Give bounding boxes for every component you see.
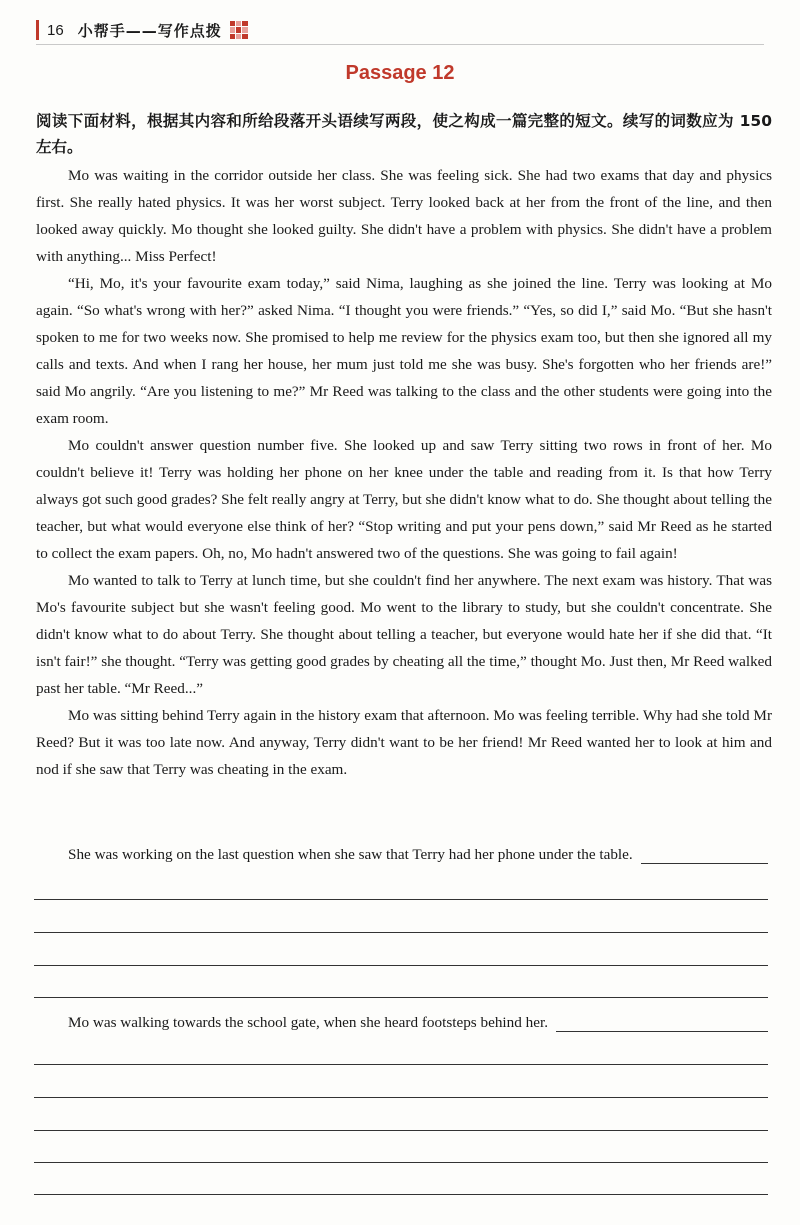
- writing-line[interactable]: [34, 1064, 768, 1065]
- story-body: [36, 162, 772, 783]
- writing-line[interactable]: [641, 849, 768, 864]
- passage-title: Passage 12: [345, 62, 455, 84]
- section-title: 小帮手——写作点拨: [77, 21, 222, 40]
- writing-line[interactable]: [34, 1097, 768, 1098]
- grid-logo-icon: [230, 21, 248, 39]
- story-paragraph: “Hi, Mo, it's your favourite exam today,” said Nima, laughing as she joined the line. Terry was looking at Mo again. “So what's wrong with her?” asked Nima. “I thought you were friends.” “Yes, so did I,” said Mo. “But she hasn't spoken to me for two weeks now. She promised to help me review for the physics exam too, but then she ignored all my calls and texts. And when I rang her house, her mum just told me she was busy. She's forgotten who her friends are!” said Mo angrily. “Are you listening to me?” Mr Reed was talking to the class and the other students were going into the exam room.: [36, 275, 772, 427]
- writing-line[interactable]: [34, 1194, 768, 1195]
- writing-line[interactable]: [34, 1130, 768, 1131]
- writing-line[interactable]: [34, 1162, 768, 1163]
- writing-line[interactable]: [34, 965, 768, 966]
- story-paragraph: Mo wanted to talk to Terry at lunch time, but she couldn't find her anywhere. The next exam was history. That was Mo's favourite subject but she wasn't feeling good. Mo went to the library to study, but she couldn't concentrate. She didn't know what to do about Terry. She thought about telling a teacher, but everyone would hate her if she did that. “It isn't fair!” she thought. “Terry was getting good grades by cheating all the time,” thought Mo. Just then, Mr Reed walked past her table. “Mr Reed...”: [36, 572, 772, 697]
- story-paragraph: Mo was sitting behind Terry again in the history exam that afternoon. Mo was feeling terrible. Why had she told Mr Reed? But it was too late now. And anyway, Terry didn't want to be her friend! Mr Reed wanted her to look at him and nod if she saw that Terry was cheating in the exam.: [36, 707, 772, 778]
- story-paragraph: Mo couldn't answer question number five. She looked up and saw Terry sitting two rows in front of her. Mo couldn't believe it! Terry was holding her phone on her knee under the table and reading from it. Is that how Terry always got such good grades? She felt really angry at Terry, but she didn't know what to do. She thought about telling the teacher, but what would everyone else think of her? “Stop writing and put your pens down,” said Mr Reed as he started to collect the exam papers. Oh, no, Mo hadn't answered two of the questions. She was going to fail again!: [36, 437, 773, 562]
- writing-line[interactable]: [34, 932, 768, 933]
- page-number: 16: [47, 21, 64, 39]
- header-accent-bar: [36, 20, 39, 40]
- writing-line[interactable]: [34, 997, 768, 998]
- writing-line[interactable]: [34, 899, 768, 900]
- continuation-prompt-text: Mo was walking towards the school gate, when she heard footsteps behind her.: [68, 1014, 548, 1031]
- continuation-prompt-text: She was working on the last question when she saw that Terry had her phone under the table.: [68, 846, 633, 863]
- page-header: [36, 18, 248, 42]
- continuation-prompt-2: [68, 1014, 768, 1032]
- continuation-prompt-1: [68, 846, 768, 864]
- task-instructions: 阅读下面材料，根据其内容和所给段落开头语续写两段，使之构成一篇完整的短文。续写的词数应为 150 左右。: [36, 112, 772, 156]
- writing-line[interactable]: [556, 1017, 768, 1032]
- header-divider: [36, 44, 764, 45]
- story-paragraph: Mo was waiting in the corridor outside her class. She was feeling sick. She had two exams that day and physics first. She really hated physics. It was her worst subject. Terry looked back at her from the front of the line, and then looked away quickly. Mo thought she looked guilty. She didn't have a problem with physics. She didn't have a problem with anything... Miss Perfect!: [36, 167, 772, 265]
